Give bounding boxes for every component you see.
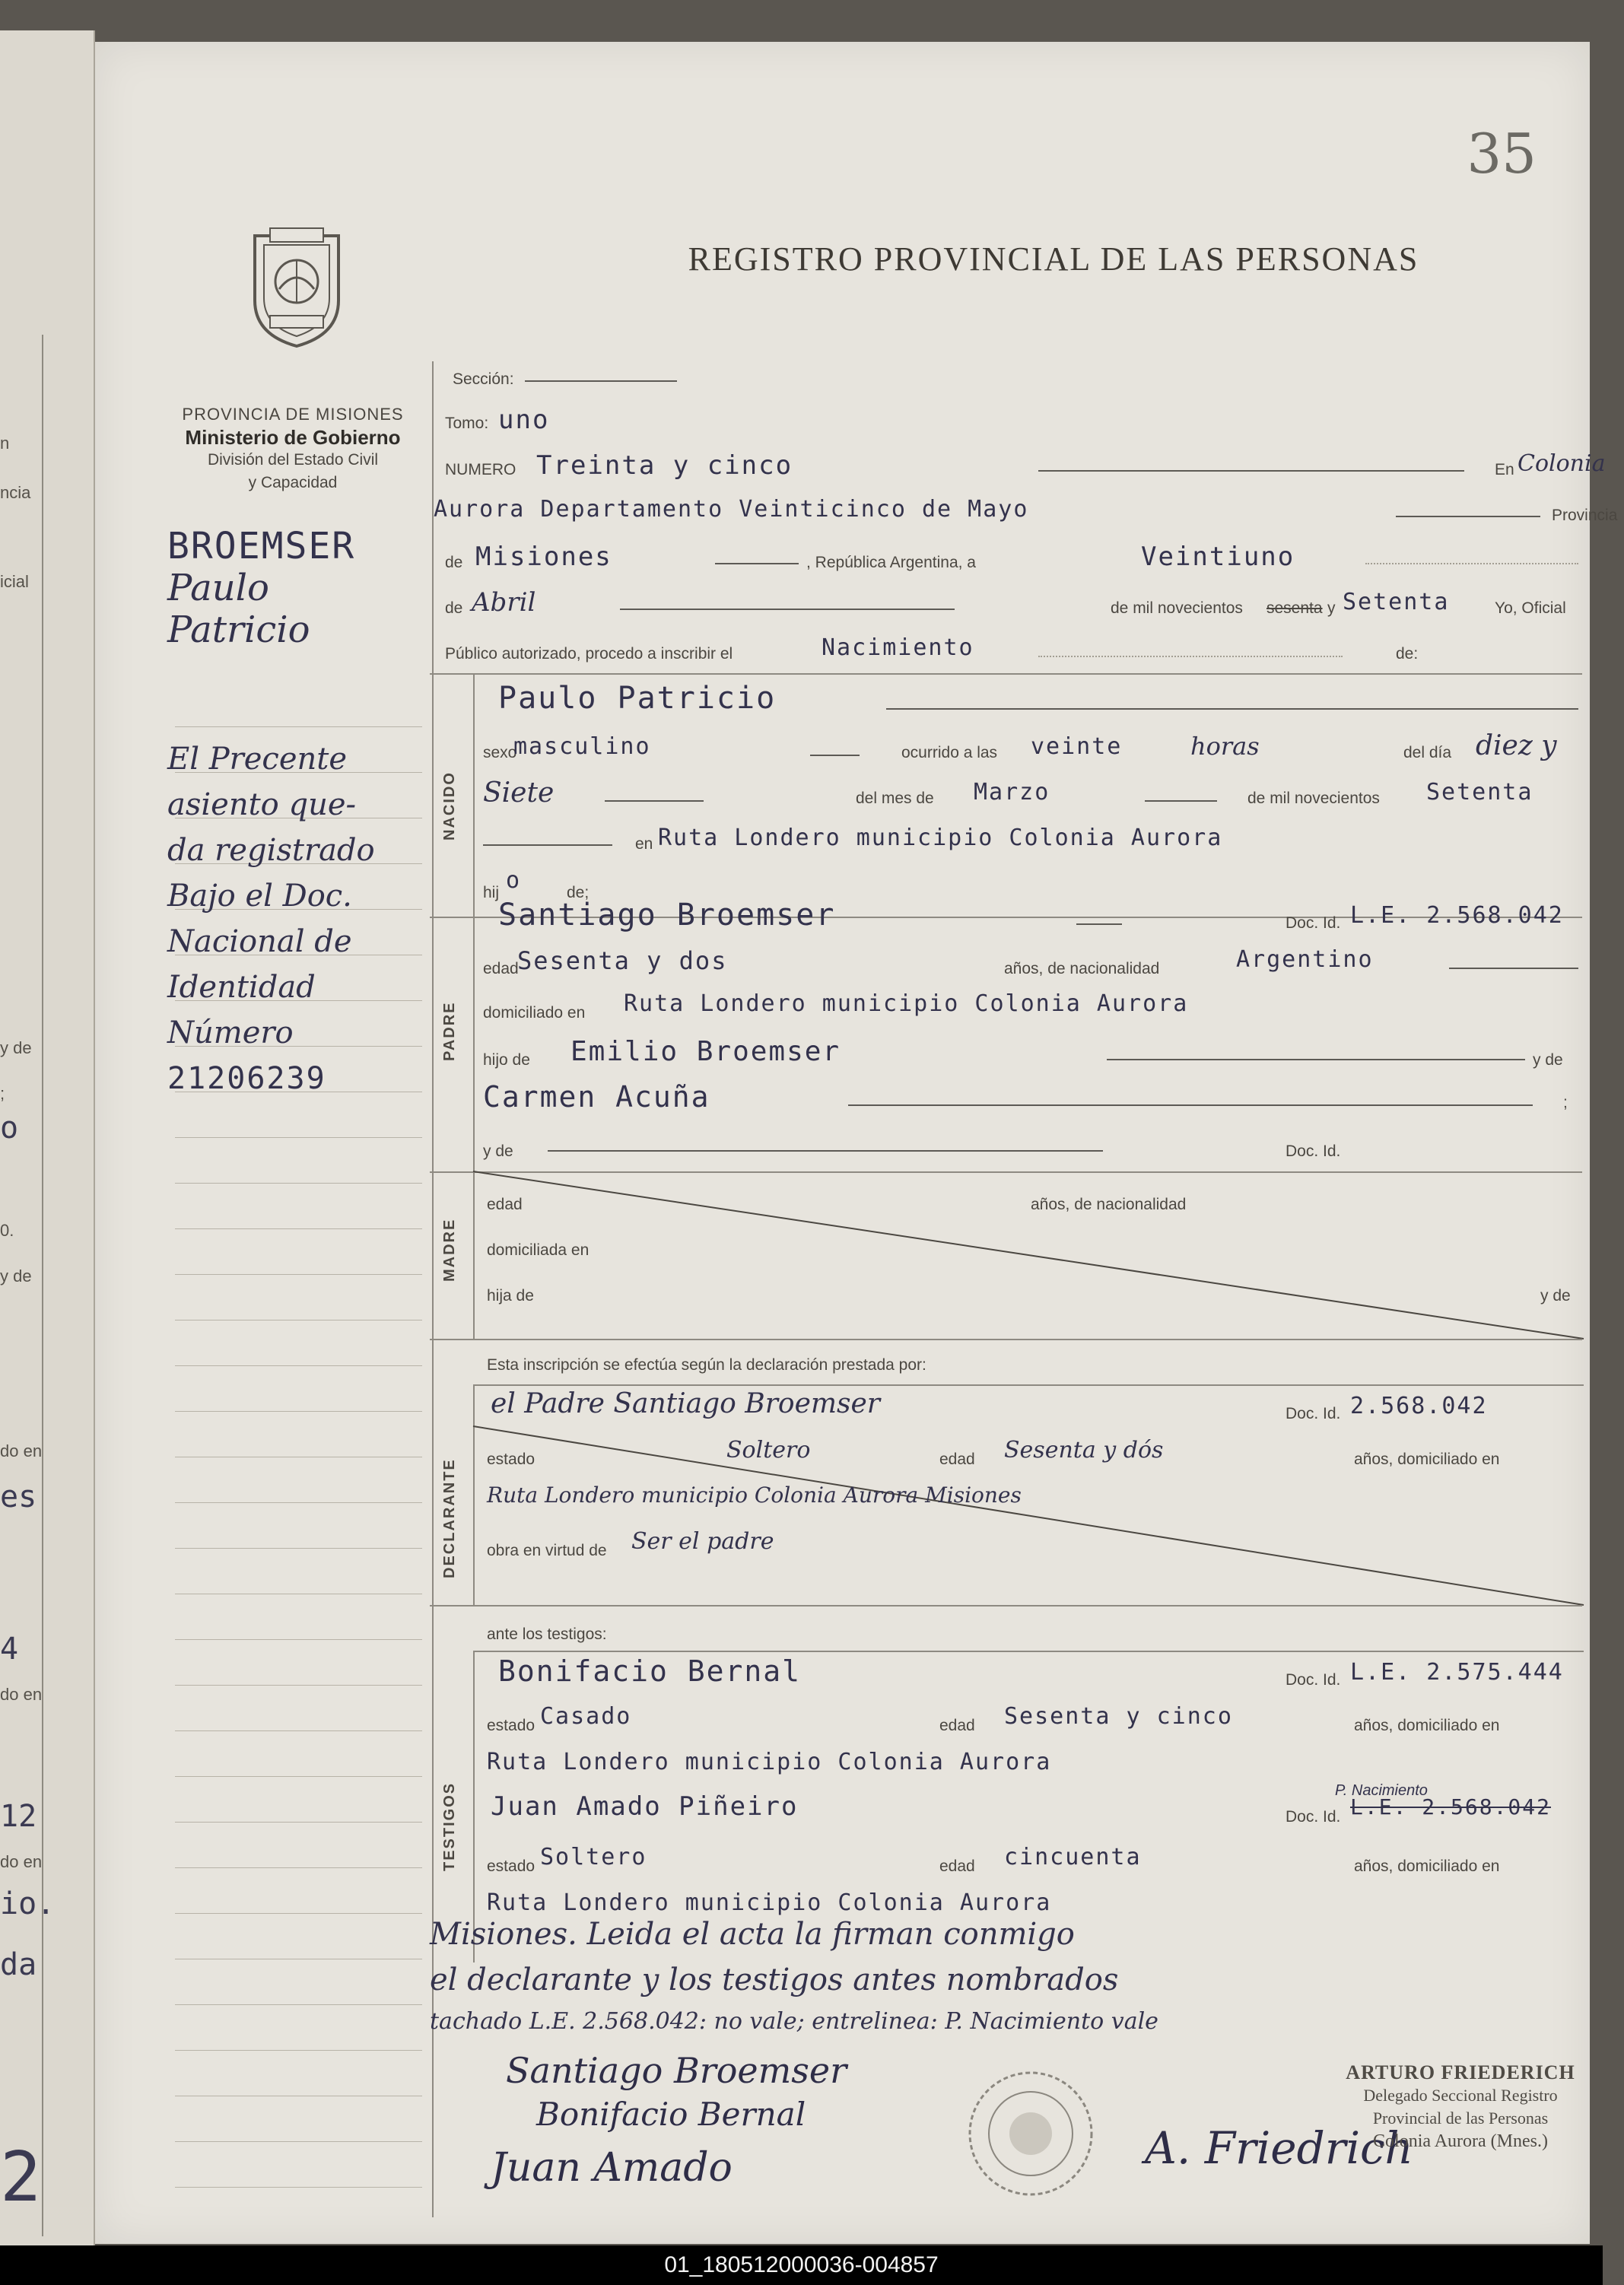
nacido-nombre-value: Paulo Patricio	[498, 681, 777, 716]
closing-line: el declarante y los testigos antes nombrados	[430, 1962, 1119, 1997]
adjacent-fragment: o	[0, 1111, 19, 1146]
inscribir-row	[430, 631, 1582, 669]
sesenta-struck-label: sesenta	[1266, 599, 1323, 617]
padre-yde-doc-row	[430, 1126, 1582, 1164]
adjacent-page	[0, 30, 95, 2255]
register-page	[95, 42, 1618, 2244]
adjacent-fragment: do en	[0, 1441, 43, 1460]
declarante-doc-label: Doc. Id.	[1286, 1405, 1341, 1422]
declarante-section-top	[430, 1339, 1582, 1340]
madre-edad-row	[430, 1179, 1582, 1217]
padre-edad-label: edad	[483, 960, 519, 977]
padre-hijo-value: Emilio Broemser	[570, 1036, 841, 1067]
page-title: REGISTRO PROVINCIAL DE LAS PERSONAS	[688, 240, 1419, 278]
margin-note-line: da registrado	[167, 833, 375, 868]
declarante-edad-value: Sesenta y dós	[1004, 1437, 1164, 1463]
declarante-obra-row	[430, 1525, 1582, 1563]
nacido-mes-row	[430, 776, 1582, 814]
hora-value: veinte	[1031, 733, 1123, 760]
official-round-stamp-icon	[962, 2065, 1099, 2202]
adjacent-fragment: ncia	[0, 483, 31, 502]
madre-hija-label: hija de	[487, 1287, 534, 1305]
margin-note-line: Bajo el Doc.	[167, 879, 352, 914]
adjacent-fragment: do en	[0, 1685, 43, 1704]
testigo2-doc-label: Doc. Id.	[1286, 1808, 1341, 1826]
margin-note-line: 21206239	[167, 1061, 326, 1096]
seccion-row	[430, 361, 1582, 399]
declarante-estado-label: estado	[487, 1451, 536, 1468]
sexo-value: masculino	[513, 733, 651, 760]
adjacent-fragment: y de	[0, 1266, 32, 1286]
departamento-value: Aurora Departamento Veinticinco de Mayo	[434, 496, 1029, 523]
padre-hijo-row	[430, 1034, 1582, 1073]
institution-division: División del Estado Civil	[207, 451, 379, 469]
de-label: de	[445, 554, 463, 571]
dia-label: del día	[1403, 744, 1452, 761]
declarante-obra-value: Ser el padre	[631, 1528, 774, 1555]
testigo1-estado-value: Casado	[540, 1703, 632, 1730]
signature-padre: Santiago Broemser	[506, 2050, 847, 2091]
signature-oficial: A. Friedrich	[1145, 2122, 1413, 2174]
acto-value: Nacimiento	[822, 634, 974, 661]
official-stamp-registry: Provincial de las Personas	[1372, 2109, 1549, 2128]
padre-domicilio-row	[430, 989, 1582, 1027]
padre-edad-value: Sesenta y dos	[517, 946, 728, 975]
publico-label: Público autorizado, procedo a inscribir el	[445, 645, 733, 663]
declarante-intro-label: Esta inscripción se efectúa según la declaración prestada por:	[487, 1356, 926, 1374]
testigo1-edad-value: Sesenta y cinco	[1004, 1703, 1233, 1730]
testigo2-anios-label: años, domiciliado en	[1354, 1858, 1500, 1875]
margin-note-line: Nacional de	[167, 924, 352, 959]
page-number: 35	[1467, 122, 1537, 186]
sexo-label: sexo	[483, 744, 517, 761]
horas-value: horas	[1190, 732, 1260, 761]
adjacent-fragment: do en	[0, 1852, 43, 1871]
padre-domicilio-label: domiciliado en	[483, 1004, 586, 1022]
institution-province: PROVINCIA DE MISIONES	[182, 405, 404, 424]
margin-note-line: Identidad	[167, 970, 316, 1005]
registration-form	[430, 361, 1618, 2035]
de-colon-label: de:	[1396, 645, 1419, 663]
padre-madre-row	[430, 1080, 1582, 1118]
nacido-sexo-row	[430, 730, 1582, 768]
yo-oficial-label: Yo, Oficial	[1495, 599, 1566, 617]
madre-anios-label: años, de nacionalidad	[1031, 1196, 1187, 1213]
tomo-value: uno	[498, 405, 550, 435]
institution-division-2: y Capacidad	[248, 474, 338, 491]
padre-nacionalidad-value: Argentino	[1236, 946, 1374, 973]
fecha-row	[430, 540, 1582, 578]
de-label-2: de	[445, 599, 463, 617]
adjacent-fragment: 4	[0, 1632, 19, 1667]
lugar-row	[430, 494, 1618, 532]
institution-ministry: Ministerio de Gobierno	[185, 426, 401, 449]
declarante-doc-value: 2.568.042	[1350, 1393, 1488, 1419]
seccion-label: Sección:	[453, 370, 514, 388]
testigo2-estado-value: Soltero	[540, 1844, 647, 1870]
declarante-intro-row	[430, 1343, 1582, 1381]
numero-row	[430, 449, 1606, 487]
image-caption: 01_180512000036-004857	[0, 2245, 1603, 2285]
hij-label: hij	[483, 884, 500, 901]
testigo2-nombre-value: Juan Amado Piñeiro	[491, 1791, 799, 1822]
numero-value: Treinta y cinco	[536, 450, 793, 481]
y-label: y	[1327, 599, 1336, 617]
declarante-estado-value: Soltero	[726, 1437, 811, 1463]
adjacent-fragment: 12	[0, 1799, 37, 1834]
testigos-section-label: TESTIGOS	[441, 1781, 458, 1871]
fecha-dia-value: Veintiuno	[1141, 542, 1295, 572]
official-stamp-name: ARTURO FRIEDERICH	[1346, 2061, 1575, 2083]
testigo1-doc-label: Doc. Id.	[1286, 1671, 1341, 1689]
numero-label: NUMERO	[445, 461, 516, 478]
testigo2-doc-note: P. Nacimiento	[1335, 1782, 1428, 1799]
madre-domicilio-row	[430, 1225, 1582, 1263]
testigo2-edad-value: cincuenta	[1004, 1844, 1142, 1870]
madre-edad-label: edad	[487, 1196, 523, 1213]
margin-note-line: Número	[167, 1015, 294, 1050]
declarante-edad-label: edad	[939, 1451, 975, 1468]
padre-nombre-value: Santiago Broemser	[498, 898, 836, 933]
mes-label: del mes de	[856, 790, 934, 807]
declarante-nombre-row	[430, 1388, 1582, 1426]
fecha-anio-value: Setenta	[1343, 589, 1450, 615]
ocurrido-label: ocurrido a las	[901, 744, 998, 761]
testigos-intro-row	[430, 1609, 1582, 1647]
dia-value: diez y	[1476, 730, 1557, 761]
padre-edad-row	[430, 943, 1582, 981]
madre-yde2-label: y de	[1540, 1287, 1571, 1305]
madre-domicilio-label: domiciliada en	[487, 1241, 590, 1259]
testigo2-estado-label: estado	[487, 1858, 536, 1875]
padre-semicolon: ;	[1563, 1094, 1568, 1111]
adjacent-fragment: 0.	[0, 1221, 14, 1240]
nacido-lugar-value: Ruta Londero municipio Colonia Aurora	[658, 825, 1223, 851]
provincia-value: Misiones	[475, 542, 612, 572]
margin-first-name: Paulo	[167, 567, 269, 609]
adjacent-fragment: es	[0, 1479, 37, 1514]
madre-doc-label: Doc. Id.	[1286, 1142, 1341, 1160]
testigo1-nombre-value: Bonifacio Bernal	[498, 1654, 802, 1688]
nacido-anio-value: Setenta	[1426, 779, 1533, 806]
padre-doc-label: Doc. Id.	[1286, 914, 1341, 932]
adjacent-fragment: da	[0, 1947, 37, 1982]
institution-block	[152, 403, 434, 494]
padre-madre-value: Carmen Acuña	[483, 1080, 710, 1114]
adjacent-fragment: 2	[0, 2137, 42, 2217]
testigo1-domicilio-row	[430, 1746, 1582, 1784]
declarante-domicilio-row	[430, 1479, 1582, 1518]
republica-label: , República Argentina, a	[806, 554, 976, 571]
testigo1-estado-row	[430, 1700, 1582, 1738]
nacido-lugar-row	[430, 822, 1582, 860]
madre-section-label: MADRE	[441, 1218, 458, 1282]
testigo1-doc-value: L.E. 2.575.444	[1350, 1659, 1564, 1686]
testigo1-anios-label: años, domiciliado en	[1354, 1717, 1500, 1734]
hij-value: o	[506, 867, 522, 894]
padre-hijo-label: hijo de	[483, 1051, 530, 1069]
signature-testigo2: Juan Amado	[491, 2145, 733, 2191]
adjacent-fragment: ;	[0, 1084, 5, 1103]
official-stamp	[1297, 2061, 1624, 2153]
tomo-row	[430, 403, 1582, 441]
testigo2-doc-value: L.E. 2.568.042	[1350, 1794, 1552, 1819]
mil-novecientos-label-2: de mil novecientos	[1247, 790, 1380, 807]
declarante-nombre-value: el Padre Santiago Broemser	[491, 1388, 881, 1419]
testigo1-nombre-row	[430, 1654, 1582, 1692]
padre-domicilio-value: Ruta Londero municipio Colonia Aurora	[624, 990, 1189, 1017]
margin-second-name: Patricio	[167, 609, 310, 651]
official-stamp-title: Delegado Seccional Registro	[1363, 2086, 1558, 2105]
margin-surname: BROEMSER	[167, 525, 356, 567]
fecha-mes-value: Abril	[472, 587, 536, 618]
madre-yde-label: y de	[483, 1142, 513, 1160]
adjacent-fragment: n	[0, 434, 10, 453]
provincia-label: Provincia	[1552, 507, 1618, 524]
nacido-section-label: NACIDO	[441, 771, 458, 841]
testigo1-estado-label: estado	[487, 1717, 536, 1734]
madre-hija-row	[430, 1270, 1582, 1308]
testigo1-domicilio-value: Ruta Londero municipio Colonia Aurora	[487, 1749, 1052, 1775]
nacido-section-top	[430, 673, 1582, 675]
fecha-mes-row	[430, 586, 1582, 624]
declarante-section-label: DECLARANTE	[441, 1458, 458, 1578]
official-stamp-location: Colonia Aurora (Mnes.)	[1373, 2131, 1548, 2151]
adjacent-fragment: icial	[0, 572, 29, 591]
declarante-estado-row	[430, 1434, 1582, 1472]
margin-note-line: El Precente	[167, 742, 347, 777]
closing-line: Misiones. Leida el acta la firman conmigo	[430, 1917, 1075, 1952]
declarante-obra-label: obra en virtud de	[487, 1542, 607, 1559]
declarante-anios-label: años, domiciliado en	[1354, 1451, 1500, 1468]
adjacent-fragment: y de	[0, 1038, 32, 1057]
testigo2-edad-label: edad	[939, 1858, 975, 1875]
padre-nombre-row	[430, 898, 1582, 936]
en-label: En	[1495, 461, 1514, 478]
tomo-label: Tomo:	[445, 415, 489, 432]
nacido-nombre-row	[430, 681, 1582, 719]
closing-line: tachado L.E. 2.568.042: no vale; entrelinea: P. Nacimiento vale	[430, 2008, 1158, 2035]
padre-yde-label: y de	[1533, 1051, 1563, 1069]
en-value: Colonia	[1518, 450, 1606, 477]
province-seal-icon	[240, 221, 354, 350]
dia-value-2: Siete	[483, 777, 555, 809]
margin-note-line: asiento que-	[167, 787, 357, 822]
testigo2-domicilio-value: Ruta Londero municipio Colonia Aurora	[487, 1889, 1052, 1916]
mes-value: Marzo	[974, 779, 1050, 806]
padre-section-label: PADRE	[441, 1001, 458, 1061]
declarante-domicilio-value: Ruta Londero municipio Colonia Aurora Misiones	[487, 1483, 1022, 1508]
testigos-intro-label: ante los testigos:	[487, 1626, 607, 1643]
padre-doc-value: L.E. 2.568.042	[1350, 902, 1564, 929]
signature-testigo1: Bonifacio Bernal	[536, 2096, 806, 2133]
testigo2-estado-row	[430, 1841, 1582, 1879]
adjacent-fragment: io.	[0, 1886, 56, 1921]
mil-novecientos-label: de mil novecientos	[1111, 599, 1243, 617]
hij-de-label: de;	[567, 884, 590, 901]
testigos-section-top	[430, 1605, 1582, 1606]
nacido-en-label: en	[635, 835, 653, 853]
testigo1-edad-label: edad	[939, 1717, 975, 1734]
padre-anios-label: años, de nacionalidad	[1004, 960, 1160, 977]
